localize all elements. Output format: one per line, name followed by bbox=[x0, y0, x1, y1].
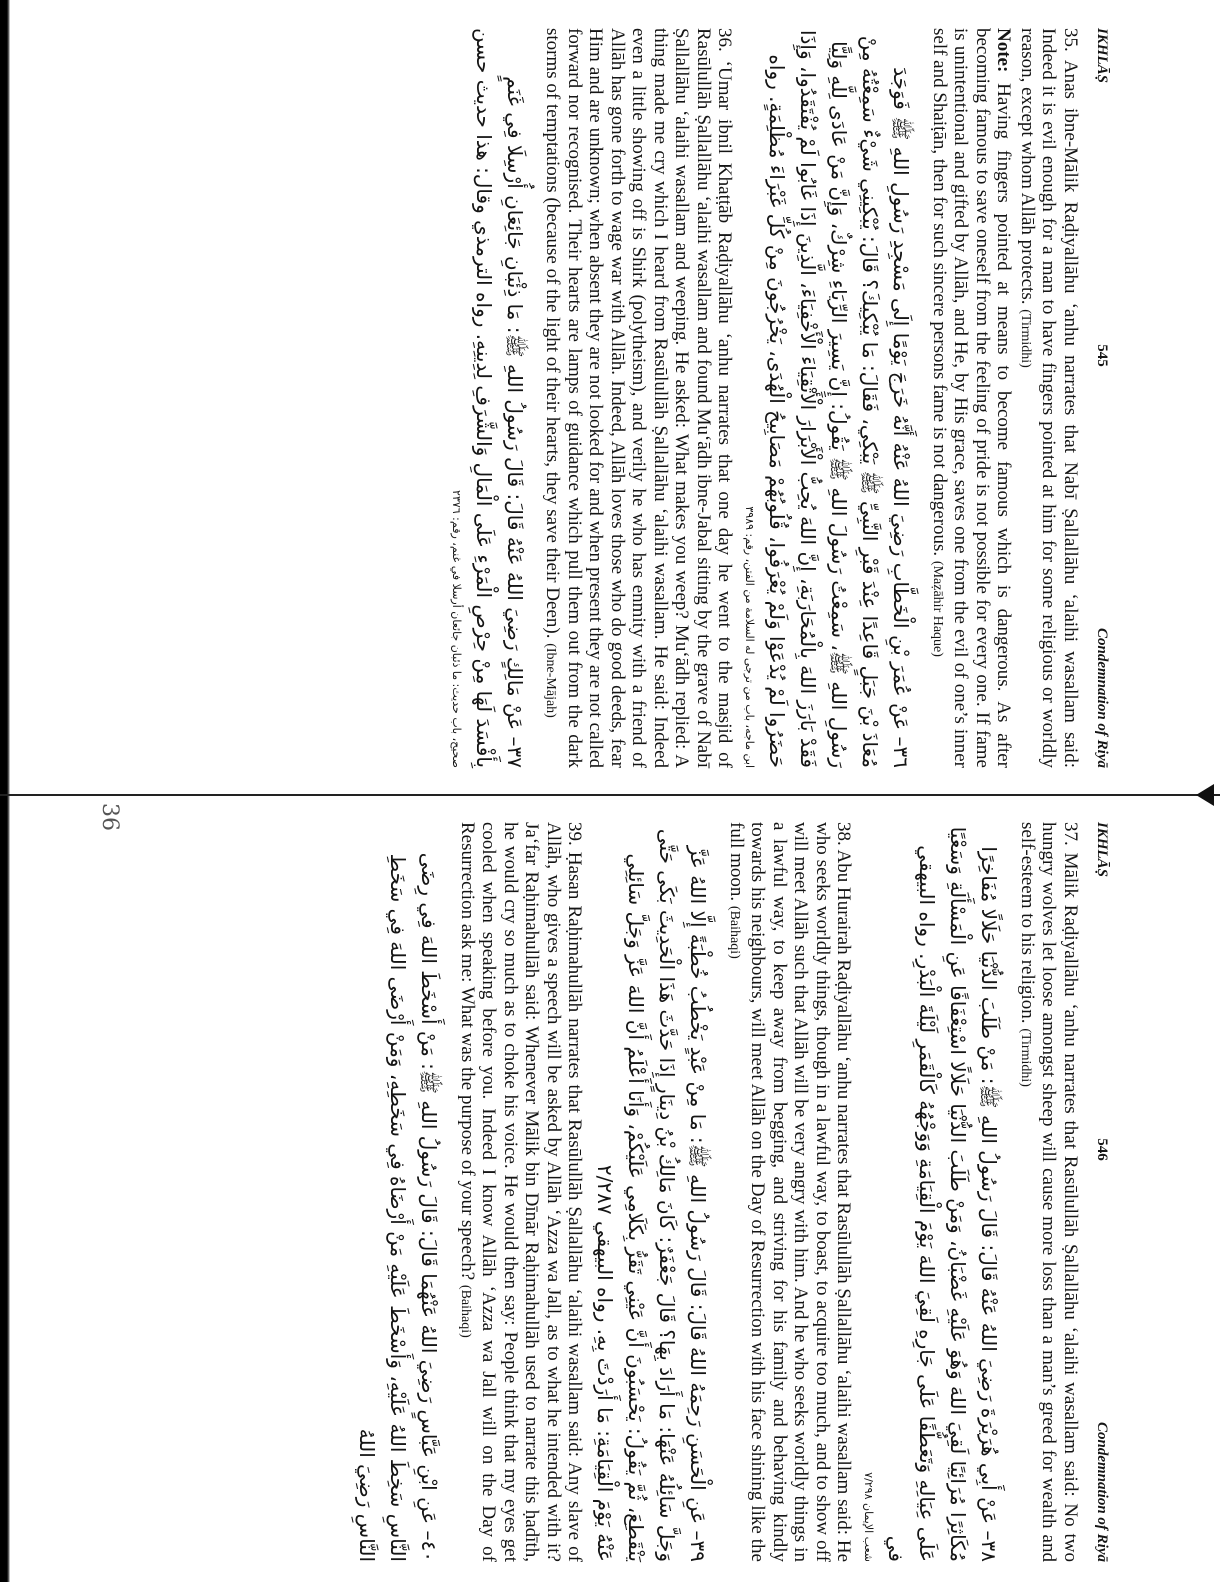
arabic-text: ٣٩– عَنِ الْحَسَنِ رَحِمَهُ اللهُ قَالَ: قَالَ رَسُولُ اللهِ ﷺ: مَا مِنْ عَبْدٍ يَخْطُبُ خُطْبَةً إِلَّا اللهُ عَزَّ وَجَلَّ سَائِلُهُ عَنْهَا: مَا أَرَادَ بِهَا؟ قَالَ جَعْفَرٌ: كَانَ مَالِكُ بْنُ دِينَارٍ إِذَا حَدَّثَ هَذَا الْحَدِيثَ بَكَى حَتَّى يَنْقَطِعَ، ثُمَّ يَقُولُ: يَحْسَبُونَ أَنَّ عَيْنِي تَقَرُّ بِكَلَامِي عَلَيْكُمْ، وَأَنَا أَعْلَمُ أَنَّ اللهَ عَزَّ وَجَلَّ سَائِلِي عَنْهُ يَوْمَ الْقِيَامَةِ: مَا أَرَدْتَ بِهِ. رواه البيهقي ٢/٢٨٧ bbox=[593, 828, 711, 1562]
hadith-37-arabic bbox=[448, 28, 530, 768]
translation-text: 37. Mālik Raḍiyallāhu ‘anhu narrates that Rasūlullāh Ṣallallāhu ‘alaihi wasallam said: No two hungry wolves let loose amongst sheep will cause more loss than a man’s greed for wealth and self-esteem to his religion. bbox=[1017, 822, 1081, 1562]
hadith-38 bbox=[724, 822, 1005, 1562]
header-chapter: Condemnation of Riyā bbox=[1094, 1421, 1110, 1562]
handwritten-margin-mark: 36 bbox=[97, 803, 122, 831]
hadith-translation bbox=[540, 28, 736, 768]
translation-text: 39. Ḥasan Raḥimahullāh narrates that Rasūlullāh Ṣallallāhu ‘alaihi wasallam said: Any slave of Allāh, who gives a speech will be asked by Allāh ‘Azza wa Jall, as to what he intended with it? Ja‘far Raḥimahullāh said: Whenever Mālik bin Dīnār Raḥimahullāh used to narrate this ḥadīth, he would cry so much as to choke his voice. He would then say: People think that my eyes get cooled when speaking before you. Indeed I know Allāh ‘Azza wa Jall will on the Day of Resurrection ask me: What was the purpose of your speech? bbox=[457, 822, 586, 1562]
book-spine bbox=[0, 794, 1220, 796]
note-label: Note: bbox=[993, 28, 1015, 73]
arabic-reference: ابن ماجه، باب من ترجى له السلامة من الفتن، رقم: ٣٩٨٩ bbox=[743, 506, 757, 768]
arabic-reference: صحيح، باب حديث: ما ذئبان جائعان أرسلا في غنم، رقم: ٢٣٧٦ bbox=[450, 490, 463, 768]
source-citation: (Tirmidhi) bbox=[1018, 1028, 1033, 1087]
header-section: IKHLĀṢ bbox=[1094, 28, 1110, 84]
page-545 bbox=[210, 28, 1110, 768]
hadith-37 bbox=[1015, 822, 1082, 1562]
header-chapter: Condemnation of Riyā bbox=[1094, 627, 1110, 768]
scan-edge bbox=[0, 0, 10, 1582]
arabic-text: ٣٦– عَنْ عُمَرَ بْنِ الْخَطَّابِ رَضِيَ اللهُ عَنْهُ أَنَّهُ خَرَجَ يَوْمًا إِلَى مَسْجِدِ رَسُولِ اللهِ ﷺ فَوَجَدَ مُعَاذَ بْنَ جَبَلٍ قَاعِدًا عِنْدَ قَبْرِ النَّبِيِّ ﷺ يَبْكِي، فَقَالَ: مَا يُبْكِيكَ؟ قَالَ: يُبْكِينِي شَيْءٌ سَمِعْتُهُ مِنْ رَسُولِ اللهِ ﷺ، سَمِعْتُ رَسُولَ اللهِ ﷺ يَقُولُ: إِنَّ يَسِيرَ الرِّيَاءِ شِرْكٌ، وَإِنَّ مَنْ عَادَى لِلَّهِ وَلِيًّا فَقَدْ بَارَزَ اللهَ بِالْمُحَارَبَةِ، إِنَّ اللهَ يُحِبُّ الْأَبْرَارَ الْأَتْقِيَاءَ الْأَخْفِيَاءَ، الَّذِينَ إِذَا غَابُوا لَمْ يُفْتَقَدُوا، وَإِذَا حَضَرُوا لَمْ يُدْعَوْا وَلَمْ يُعْرَفُوا، قُلُوبُهُمْ مَصَابِيحُ الْهُدَى، يَخْرُجُونَ مِنْ كُلِّ غَبْرَاءَ مُظْلِمَةٍ. رواه bbox=[765, 29, 914, 768]
hadith-36 bbox=[540, 28, 917, 768]
translation-text: 36. ‘Umar ibnil Khaṭṭāb Raḍiyallāhu ‘anhu narrates that one day he went to the masjid of Rasūlullāh Ṣallallāhu ‘alaihi wasallam and found Mu‘ādh ibne-Jabal sitting by the grave of Nabī Ṣallallāhu ‘alaihi wasallam and weeping. He asked: What makes you weep? Mu‘ādh replied: A thing made me cry which I heard from Rasūlullāh Ṣallallāhu ‘alaihi wasallam. He said: Indeed even a little showing off is Shirk (polytheism), and verily he who has enmity with a friend of Allāh has gone forth to wage war with Allāh. Indeed, Allāh loves those who do good deeds, fear Him and are unknown; when absent they are not looked for and when present they are not called forward nor recognised. Their hearts are lamps of guidance which pull them out from the dark storms of temptations (because of the light of their hearts, they save their Deen). bbox=[542, 28, 736, 768]
arabic-text: ٣٧– عَنْ مَالِكٍ رَضِيَ اللهُ عَنْهُ قَالَ: قَالَ رَسُولُ اللهِ ﷺ: مَا ذِئْبَانِ جَائِعَانِ أُرْسِلَا فِي غَنَمٍ بِأَفْسَدَ لَهَا مِنْ حِرْصِ الْمَرْءِ عَلَى الْمَالِ وَالشَّرَفِ لِدِينِهِ. رواه الترمذي وقال: هذا حديث حسن bbox=[472, 27, 527, 768]
page-number: 546 bbox=[1094, 1138, 1110, 1161]
arabic-text: ٣٨– عَنْ أَبِي هُرَيْرَةَ رَضِيَ اللهُ عَنْهُ قَالَ: قَالَ رَسُولُ اللهِ ﷺ: مَنْ طَلَبَ الدُّنْيَا حَلَالًا مُفَاخِرًا مُكَاثِرًا مُرَائِيًا لَقِيَ اللهَ وَهُوَ عَلَيْهِ غَضْبَانُ، وَمَنْ طَلَبَ الدُّنْيَا حَلَالًا اسْتِعْفَافًا عَنِ الْمَسْأَلَةِ وَسَعْيًا عَلَى عِيَالِهِ وَتَعَطُّفًا عَلَى جَارِهِ لَقِيَ اللهَ يَوْمَ الْقِيَامَةِ وَوَجْهُهُ كَالْقَمَرِ لَيْلَةَ الْبَدْرِ. رواه البيهقي في bbox=[884, 826, 1002, 1562]
spine-marker bbox=[1196, 784, 1214, 806]
translation-text: 35. Anas ibne-Mālik Raḍiyallāhu ‘anhu narrates that Nabī Ṣallallāhu ‘alaihi wasallam said: Indeed it is evil enough for a man to have fingers pointed at him for some religious or worldly reason, except whom Allāh protects. bbox=[1017, 28, 1081, 768]
hadith-translation bbox=[455, 822, 586, 1562]
hadith-35 bbox=[927, 28, 1082, 768]
source-citation: (Ibne-Mājah) bbox=[543, 643, 559, 718]
page-number: 545 bbox=[1094, 344, 1110, 367]
running-head bbox=[1093, 28, 1110, 768]
hadith-translation bbox=[927, 28, 1082, 768]
note-text: Having fingers pointed at means to become famous which is dangerous. As after becoming famous to save oneself from the feeling of pride is not possible for every one. If fame is unintentional and gifted by Allāh, and He, by His grace, saves one from the evil of one’s inner self and Shaiṭān, then for such sincere persons fame is not dangerous. bbox=[929, 28, 1015, 768]
translation-text: 38. Abu Hurairah Raḍiyallāhu ‘anhu narrates that Rasūlullāh Ṣallallāhu ‘alaihi wasallam said: He who seeks worldly things, though in a lawful way, to boast, to acquire too much, and to show off will meet Allāh such that Allāh will be very angry with him. And he who seeks worldly things in a lawful way, to keep away from begging, and striving for his family and behaving kindly towards his neighbours, will meet Allāh on the Day of Resurrection with his face shining like the full moon. bbox=[726, 822, 855, 1562]
hadith-translation bbox=[724, 822, 855, 1562]
source-citation: (Baihaqi) bbox=[727, 905, 742, 959]
note-source: (Maẓāhir Haque) bbox=[930, 560, 945, 657]
hadith-40 bbox=[352, 822, 445, 1562]
hadith-39 bbox=[455, 822, 714, 1562]
source-citation: (Baihaqi) bbox=[458, 1284, 473, 1338]
hadith-translation bbox=[1015, 822, 1082, 1562]
running-head bbox=[1093, 822, 1110, 1562]
arabic-text: ٤٠– عَنِ ابْنِ عَبَّاسٍ رَضِيَ اللهُ عَنْهُمَا قَالَ: قَالَ رَسُولُ اللهِ ﷺ: مَنْ أَسْخَطَ اللهَ فِي رِضَى النَّاسِ سَخِطَ اللهُ عَلَيْهِ، وَأَسْخَطَ عَلَيْهِ مَنْ أَرْضَاهُ فِي سَخَطِهِ، وَمَنْ أَرْضَى اللهَ فِي سَخَطِ النَّاسِ رَضِيَ اللهُ bbox=[355, 852, 442, 1562]
page-546 bbox=[210, 822, 1110, 1562]
header-section: IKHLĀṢ bbox=[1094, 822, 1110, 878]
arabic-reference: شعب الإيمان ٧/٢٩٨ bbox=[862, 1472, 876, 1562]
source-citation: (Tirmidhi) bbox=[1018, 309, 1033, 368]
